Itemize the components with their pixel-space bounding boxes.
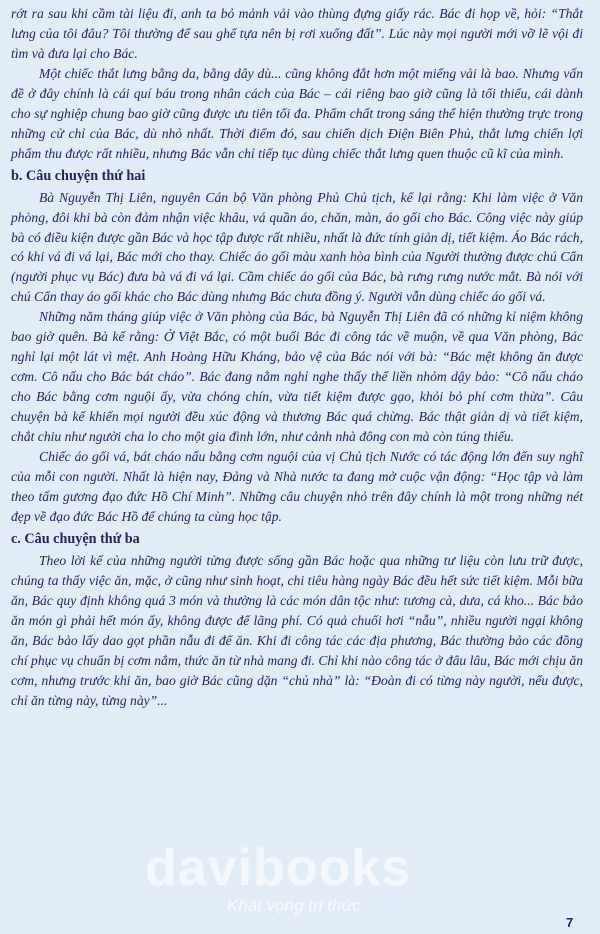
page-content: [11, 4, 583, 710]
watermark-slogan: Khát vọng tri thức: [227, 896, 361, 915]
paragraph-belt-reflection: Một chiếc thắt lưng bằng da, bằng dây dù... cũng không đắt hơn một miếng vải là bao. Nhưng vấn đề ở đây chính là cái quí báu trong nhân cách của Bác – cái riêng bao giờ cũng là tối thiểu, cái dành cho sự nghiệp chung bao giờ cũng được ưu tiên tối đa. Phẩm chất trong sáng thể hiện thường trực trong những cử chỉ của Bác, dù nhỏ nhất. Thời điểm đó, sau chiến dịch Điện Biên Phủ, thắt lưng chiến lợi phẩm thu được rất nhiều, nhưng Bác vẫn chỉ tiếp tục dùng chiếc thắt lưng quen thuộc cũ kĩ của mình.: [11, 65, 583, 161]
paragraph-b-3: Chiếc áo gối vá, bát cháo nấu bằng cơm nguội của vị Chủ tịch Nước có tác động lớn đến suy nghĩ của mỗi con người. Nhất là hiện nay, Đảng và Nhà nước ta đang mở cuộc vận động: “Học tập và làm theo tấm gương đạo đức Hồ Chí Minh”. Những câu chuyện nhỏ trên đây chính là một trong những nét đẹp về đạo đức Bác Hồ để chúng ta cùng học tập.: [11, 449, 583, 524]
paragraph-b-1: Bà Nguyễn Thị Liên, nguyên Cán bộ Văn phòng Phủ Chủ tịch, kể lại rằng: Khi làm việc ở Văn phòng, đôi khi bà còn đảm nhận việc khâu, vá quần áo, chăn, màn, áo gối cho Bác. Công việc này giúp bà có điều kiện được gần Bác và học tập được rất nhiều, nhất là đức tính giản dị, tiết kiệm. Áo Bác rách, có khi vá đi vá lại, Bác mới cho thay. Chiếc áo gối màu xanh hòa bình của Người thường được chú Cẩn (người phục vụ Bác) đưa bà vá đi vá lại. Cầm chiếc áo gối của Bác, bà rưng rưng nước mắt. Bà nói với chú Cẩn thay áo gối khác cho Bác dùng nhưng Bác chưa đồng ý. Người vẫn dùng chiếc áo gối vá.: [11, 189, 583, 305]
paragraph-c-1: Theo lời kể của những người từng được sống gần Bác hoặc qua những tư liệu còn lưu trữ được, chúng ta thấy việc ăn, mặc, ở cũng như sinh hoạt, chi tiêu hàng ngày Bác đều hết sức tiết kiệm. Mỗi bữa ăn, Bác quy định không quá 3 món và thường là các món dân tộc như: tương cà, dưa, cá kho... Bác bảo ăn món gì phải hết món ấy, không được để lãng phí. Có quả chuối hơi “nẫu”, nhiều người ngại không ăn, Bác bảo lấy dao gọt phần nẫu đi để ăn. Khi đi công tác các địa phương, Bác thường bảo các đồng chí phục vụ chuẩn bị cơm nắm, thức ăn từ nhà mang đi. Chỉ khi nào công tác ở đâu lâu, Bác mới chịu ăn cơm, nhưng trước khi ăn, bao giờ Bác cũng dặn “chủ nhà” là: “Đoàn đi có từng này người, nếu được, chỉ ăn từng này, từng này”...: [11, 552, 583, 708]
paragraph-b-2: Những năm tháng giúp việc ở Văn phòng của Bác, bà Nguyễn Thị Liên đã có những kỉ niệm không bao giờ quên. Bà kể rằng: Ở Việt Bắc, có một buổi Bác đi công tác về muộn, về qua Văn phòng, Bác nghỉ lại một lát vì mệt. Anh Hoàng Hữu Kháng, bảo vệ của Bác nói với bà: “Bác mệt không ăn được cơm. Cô nấu cho Bác bát cháo”. Bác đang nằm nghỉ nghe thấy thế liền nhỏm dậy bảo: “Cô nấu cháo cho Bác bằng cơm nguội ấy, vừa chóng chín, vừa tiết kiệm được gạo, khỏi bỏ phí cơm thừa”. Câu chuyện bà kể khiến mọi người đều xúc động và thương Bác quá chừng. Bác thật giản dị và tiết kiệm, chắt chiu như người cha lo cho một gia đình lớn, như cảnh nhà đông con mà còn túng thiếu.: [11, 309, 583, 445]
page-number: 7: [566, 915, 574, 930]
watermark: [145, 838, 475, 928]
section-heading-b: b. Câu chuyện thứ hai: [11, 167, 146, 184]
watermark-logo: davibooks: [145, 839, 412, 897]
paragraph-intro-continuation: rớt ra sau khi cầm tài liệu đi, anh ta bỏ mảnh vải vào thùng đựng giấy rác. Bác đi họp về, hỏi: “Thắt lưng của tôi đâu? Tôi thường để sau ghế tựa nên bị rơi xuống đất”. Lúc này mọi người mới vỡ lẽ vội đi tìm và đưa lại cho Bác.: [11, 6, 583, 61]
section-heading-c: c. Câu chuyện thứ ba: [11, 530, 140, 547]
